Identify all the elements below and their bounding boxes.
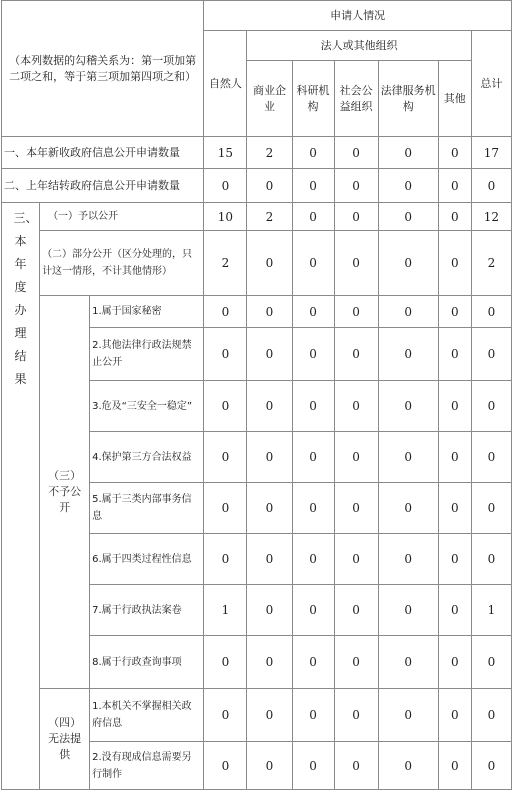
cell-value: 0	[438, 296, 471, 328]
cell-value: 0	[292, 296, 334, 328]
cell-value: 0	[204, 169, 247, 203]
row-label: 8.属于行政查询事项	[90, 636, 204, 689]
cell-value: 0	[204, 689, 247, 742]
cell-value: 0	[378, 381, 438, 432]
cell-value: 0	[204, 328, 247, 381]
row-label: 6.属于四类过程性信息	[90, 534, 204, 585]
cell-value: 0	[438, 636, 471, 689]
cell-value: 0	[334, 534, 378, 585]
cell-value: 0	[292, 381, 334, 432]
table-row	[2, 689, 512, 742]
cell-value: 0	[334, 231, 378, 296]
cell-value: 0	[292, 169, 334, 203]
cell-value: 0	[334, 636, 378, 689]
cell-value: 0	[378, 231, 438, 296]
cell-value: 0	[378, 742, 438, 790]
cell-value: 0	[292, 203, 334, 231]
cell-value: 2	[471, 231, 511, 296]
cell-value: 0	[292, 689, 334, 742]
cell-value: 0	[378, 328, 438, 381]
legal-col-header: 科研机构	[292, 61, 334, 137]
row-label: 2.没有现成信息需要另行制作	[90, 742, 204, 790]
cell-value: 0	[471, 296, 511, 328]
cell-value: 0	[204, 381, 247, 432]
row-label: 4.保护第三方合法权益	[90, 432, 204, 483]
cell-value: 0	[471, 742, 511, 790]
cell-value: 0	[334, 689, 378, 742]
cell-value: 17	[471, 137, 511, 169]
cell-value: 0	[438, 231, 471, 296]
cell-value: 0	[438, 742, 471, 790]
row-label: 二、上年结转政府信息公开申请数量	[2, 169, 204, 203]
cell-value: 0	[292, 636, 334, 689]
cell-value: 1	[471, 585, 511, 636]
cell-value: 0	[471, 169, 511, 203]
cell-value: 0	[292, 483, 334, 534]
cell-value: 0	[471, 636, 511, 689]
cell-value: 0	[334, 585, 378, 636]
cell-value: 0	[438, 483, 471, 534]
cell-value: 0	[247, 381, 292, 432]
statistics-table	[1, 0, 512, 790]
section3-label: 三、本年度办理结果	[2, 203, 40, 790]
cell-value: 0	[204, 296, 247, 328]
cell-value: 0	[334, 483, 378, 534]
cell-value: 0	[438, 534, 471, 585]
legal-col-header: 其他	[438, 61, 471, 137]
row-label: 1.本机关不掌握相关政府信息	[90, 689, 204, 742]
cell-value: 0	[247, 689, 292, 742]
cell-value: 0	[438, 328, 471, 381]
cell-value: 0	[334, 203, 378, 231]
cell-value: 0	[247, 585, 292, 636]
cell-value: 0	[247, 231, 292, 296]
legal-col-header: 社会公益组织	[334, 61, 378, 137]
cell-value: 12	[471, 203, 511, 231]
cell-value: 0	[334, 328, 378, 381]
table-row	[2, 203, 512, 231]
cell-value: 0	[471, 534, 511, 585]
cell-value: 0	[438, 137, 471, 169]
cell-value: 2	[204, 231, 247, 296]
cell-value: 0	[292, 231, 334, 296]
cell-value: 0	[204, 432, 247, 483]
cell-value: 0	[247, 169, 292, 203]
cell-value: 0	[471, 483, 511, 534]
cell-value: 0	[247, 296, 292, 328]
cell-value: 0	[378, 296, 438, 328]
cell-value: 2	[247, 137, 292, 169]
cell-value: 0	[247, 432, 292, 483]
cell-value: 0	[292, 328, 334, 381]
group-cannot-provide: （四）无法提供	[40, 689, 90, 790]
cell-value: 0	[204, 483, 247, 534]
cell-value: 2	[247, 203, 292, 231]
cell-value: 0	[334, 137, 378, 169]
cell-value: 0	[378, 432, 438, 483]
cell-value: 0	[378, 585, 438, 636]
row-label: （二）部分公开（区分处理的，只计这一情形，不计其他情形）	[40, 231, 204, 296]
cell-value: 0	[334, 296, 378, 328]
cell-value: 0	[378, 534, 438, 585]
cell-value: 0	[378, 137, 438, 169]
table-row	[2, 169, 512, 203]
row-label: 一、本年新收政府信息公开申请数量	[2, 137, 204, 169]
natural-person-header: 自然人	[204, 31, 247, 137]
cell-value: 0	[204, 742, 247, 790]
cell-value: 0	[378, 689, 438, 742]
cell-value: 0	[438, 585, 471, 636]
cell-value: 0	[247, 742, 292, 790]
note-cell	[2, 1, 204, 137]
cell-value: 0	[292, 585, 334, 636]
cell-value: 0	[247, 636, 292, 689]
cell-value: 0	[204, 636, 247, 689]
legal-col-header: 商业企业	[247, 61, 292, 137]
table-row	[2, 231, 512, 296]
cell-value: 0	[471, 328, 511, 381]
cell-value: 0	[247, 483, 292, 534]
table-row	[2, 296, 512, 328]
cell-value: 0	[204, 534, 247, 585]
cell-value: 0	[378, 169, 438, 203]
cell-value: 0	[334, 169, 378, 203]
row-label: 3.危及“三安全一稳定”	[90, 381, 204, 432]
cell-value: 0	[292, 432, 334, 483]
applicant-info-header: 申请人情况	[204, 1, 512, 31]
cell-value: 10	[204, 203, 247, 231]
table-row	[2, 137, 512, 169]
note-text: （本列数据的勾稽关系为：第一项加第二项之和，等于第三项加第四项之和）	[9, 53, 197, 83]
cell-value: 15	[204, 137, 247, 169]
row-label: 2.其他法律行政法规禁止公开	[90, 328, 204, 381]
row-label: 1.属于国家秘密	[90, 296, 204, 328]
cell-value: 0	[471, 381, 511, 432]
cell-value: 0	[378, 203, 438, 231]
cell-value: 0	[247, 534, 292, 585]
total-header: 总计	[471, 31, 511, 137]
group-not-public: （三）不予公开	[40, 296, 90, 689]
cell-value: 0	[471, 689, 511, 742]
cell-value: 0	[334, 381, 378, 432]
cell-value: 0	[378, 483, 438, 534]
cell-value: 0	[438, 203, 471, 231]
cell-value: 0	[247, 328, 292, 381]
row-label: （一）予以公开	[40, 203, 204, 231]
cell-value: 0	[292, 137, 334, 169]
cell-value: 0	[334, 742, 378, 790]
cell-value: 0	[438, 689, 471, 742]
cell-value: 0	[438, 432, 471, 483]
legal-group-header: 法人或其他组织	[247, 31, 471, 61]
row-label: 7.属于行政执法案卷	[90, 585, 204, 636]
cell-value: 0	[292, 534, 334, 585]
row-label: 5.属于三类内部事务信息	[90, 483, 204, 534]
cell-value: 0	[471, 432, 511, 483]
cell-value: 0	[378, 636, 438, 689]
cell-value: 1	[204, 585, 247, 636]
legal-col-header: 法律服务机构	[378, 61, 438, 137]
cell-value: 0	[438, 169, 471, 203]
cell-value: 0	[438, 381, 471, 432]
cell-value: 0	[334, 432, 378, 483]
cell-value: 0	[292, 742, 334, 790]
